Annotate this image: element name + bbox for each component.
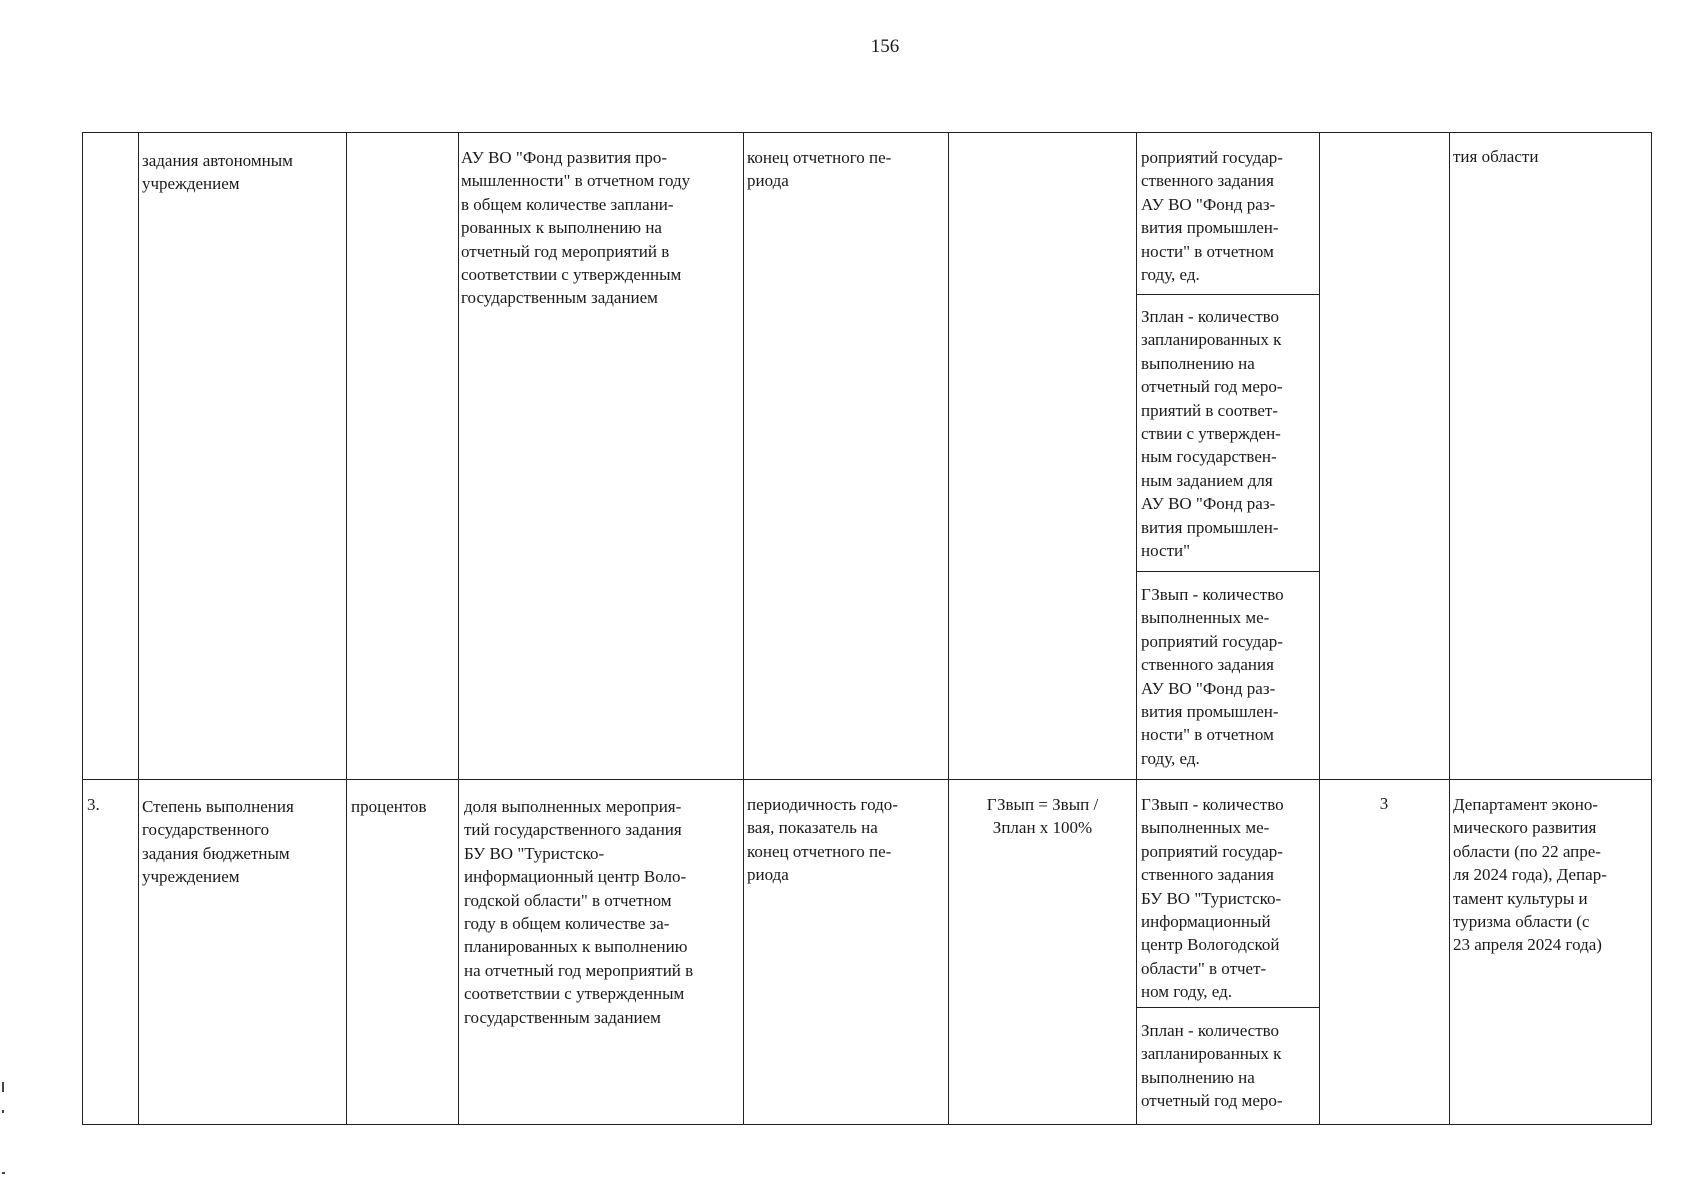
definition-cell: доля выполненных мероприя- тий государственного задания БУ ВО "Туристско- информационный центр Воло- годской области" в отчетном году в общем количестве за- планированных к выполнению на отчетный год мероприятий в соответствии с утвержденным государственным заданием xyxy=(464,797,694,1027)
subrow-divider xyxy=(1136,571,1319,572)
column-divider xyxy=(1449,133,1450,1124)
column-divider xyxy=(1319,133,1320,1124)
variable-description-cell: Зплан - количество запланированных к выполнению на отчетный год меро- приятий в соответ- ствии с утвержден- ным государствен- ным заданием для АУ ВО "Фонд раз- вития промышлен- ности" xyxy=(1141,307,1283,561)
scan-artifact xyxy=(2,1110,4,1113)
subrow-divider xyxy=(1136,294,1319,295)
periodicity-cell: периодичность годо- вая, показатель на конец отчетного пе- риода xyxy=(747,795,898,885)
responsible-cell: Департамент эконо- мического развития области (по 22 апре- ля 2024 года), Депар- тамент культуры и туризма области (с 23 апреля 2024 года) xyxy=(1453,795,1607,955)
page-number: 156 xyxy=(870,36,900,57)
variable-description-cell: Зплан - количество запланированных к выполнению на отчетный год меро- xyxy=(1141,1021,1283,1111)
definition-cell: АУ ВО "Фонд развития про- мышленности" в отчетном году в общем количестве заплани- рованных к выполнению на отчетный год мероприятий в соответствии с утвержденным государственным заданием xyxy=(461,148,691,308)
variable-description-cell: роприятий государ- ственного задания АУ ВО "Фонд раз- вития промышлен- ности" в отчетном году, ед. xyxy=(1141,148,1283,285)
row-divider xyxy=(83,779,1651,780)
row-number-cell: 3. xyxy=(87,795,100,814)
scan-artifact xyxy=(2,1172,5,1174)
scan-artifact xyxy=(2,1082,4,1092)
subrow-divider xyxy=(1136,1007,1319,1008)
column-divider xyxy=(743,133,744,1124)
column-divider xyxy=(138,133,139,1124)
indicators-table xyxy=(82,132,1652,1125)
variable-description-cell: ГЗвып - количество выполненных ме- роприятий государ- ственного задания АУ ВО "Фонд раз- вития промышлен- ности" в отчетном году, ед. xyxy=(1141,585,1284,768)
indicator-name-cell: задания автономным учреждением xyxy=(142,151,293,194)
unit-cell: процентов xyxy=(351,797,427,816)
variable-description-cell: ГЗвып - количество выполненных ме- роприятий государ- ственного задания БУ ВО "Туристско- информационный центр Вологодской области" в отчет- ном году, ед. xyxy=(1141,795,1284,1002)
column-divider xyxy=(346,133,347,1124)
column-divider xyxy=(458,133,459,1124)
indicator-name-cell: Степень выполнения государственного задания бюджетным учреждением xyxy=(142,797,294,887)
column-divider xyxy=(1136,133,1137,1124)
responsible-cell: тия области xyxy=(1453,147,1539,166)
formula-cell: ГЗвып = Звып / Зплан х 100% xyxy=(986,795,1099,838)
source-code-cell: 3 xyxy=(1379,794,1389,813)
periodicity-cell: конец отчетного пе- риода xyxy=(747,148,892,191)
column-divider xyxy=(948,133,949,1124)
